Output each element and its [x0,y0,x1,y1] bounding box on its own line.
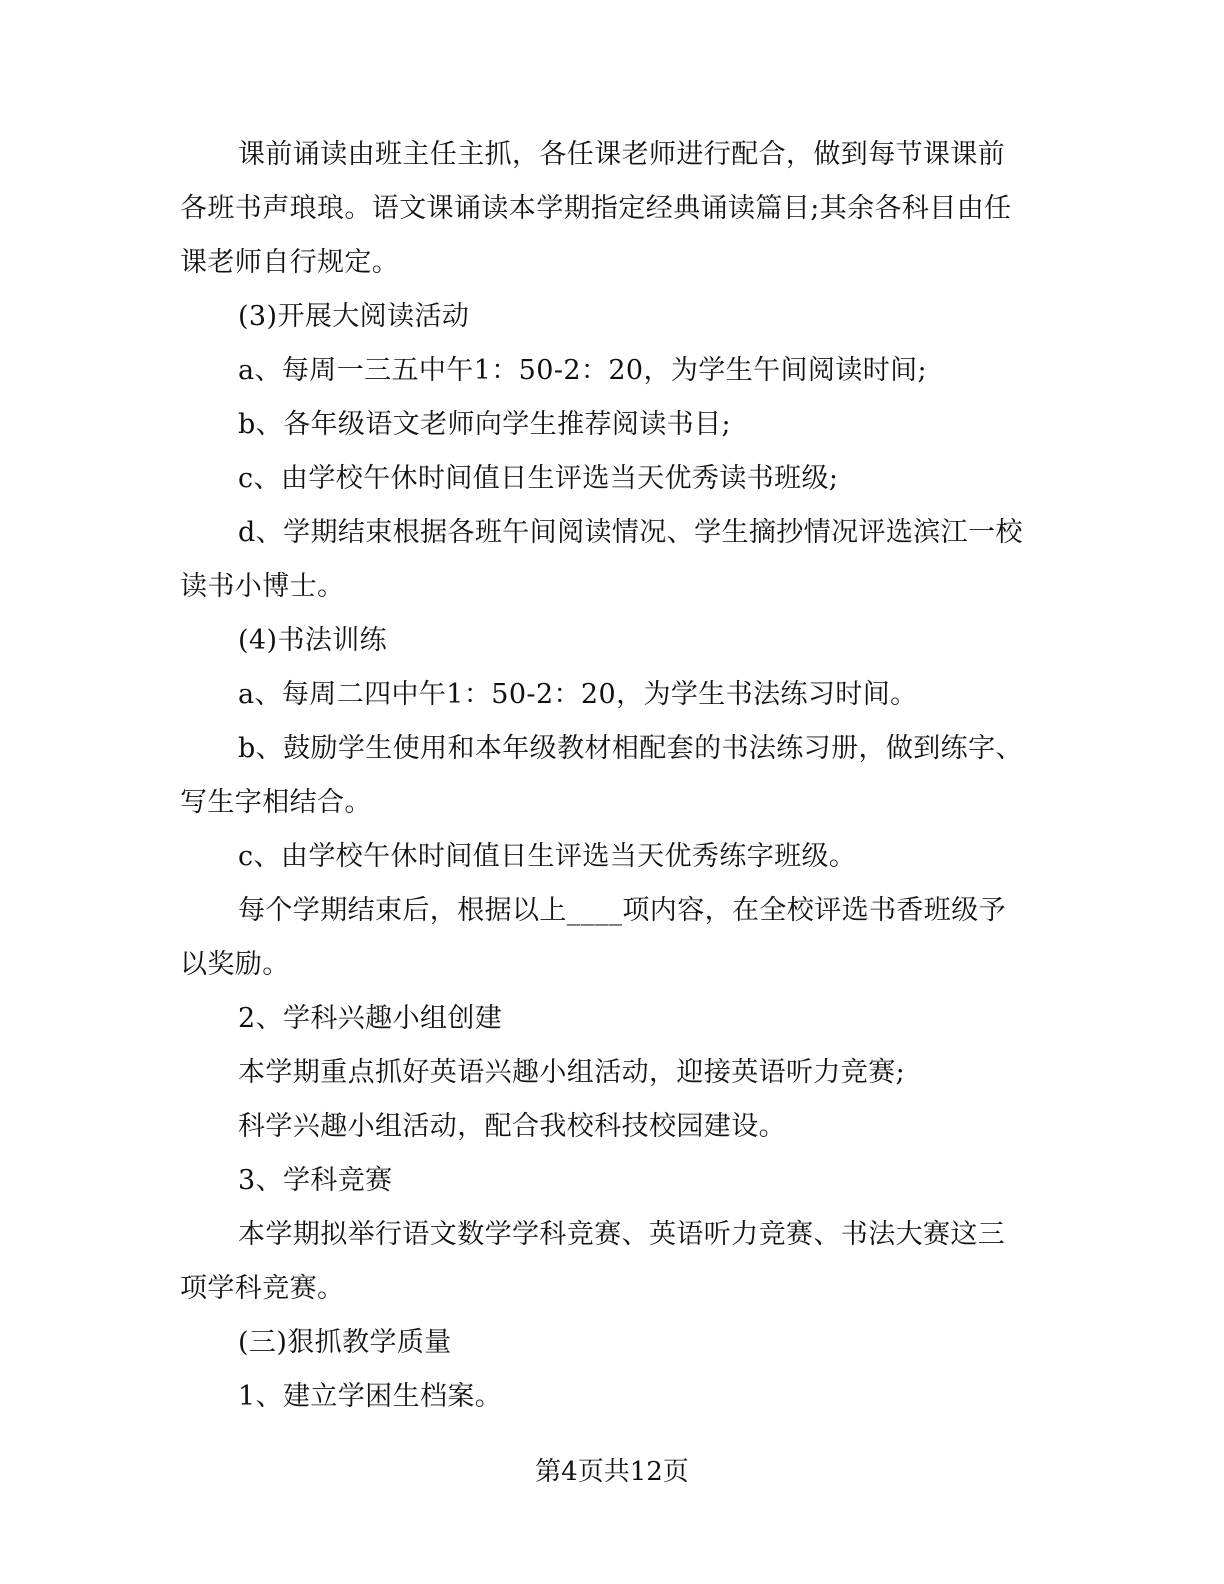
paragraph-calligraphy-c: c、由学校午休时间值日生评选当天优秀练字班级。 [238,841,857,872]
paragraph-english-group: 本学期重点抓好英语兴趣小组活动，迎接英语听力竞赛; [238,1057,906,1088]
paragraph-semester-award: 每个学期结束后，根据以上____项内容，在全校评选书香班级予以奖励。 [180,895,1006,980]
page-body [180,128,1030,1424]
heading-reading-activity: (3)开展大阅读活动 [238,301,470,332]
paragraph-reading-d: d、学期结束根据各班午间阅读情况、学生摘抄情况评选滨江一校读书小博士。 [180,517,1023,602]
paragraph-calligraphy-a: a、每周二四中午1：50-2：20，为学生书法练习时间。 [238,679,918,710]
paragraph-reading-c: c、由学校午休时间值日生评选当天优秀读书班级; [238,463,839,494]
page-number-footer: 第4页共12页 [535,1457,689,1487]
paragraph-calligraphy-b: b、鼓励学生使用和本年级教材相配套的书法练习册，做到练字、写生字相结合。 [180,733,1023,818]
paragraph-reading-a: a、每周一三五中午1：50-2：20，为学生午间阅读时间; [238,355,927,386]
heading-teaching-quality: (三)狠抓教学质量 [238,1327,452,1358]
paragraph-competitions: 本学期拟举行语文数学学科竞赛、英语听力竞赛、书法大赛这三项学科竞赛。 [180,1219,1006,1304]
paragraph-recitation: 课前诵读由班主任主抓，各任课老师进行配合，做到每节课课前各班书声琅琅。语文课诵读本学期指定经典诵读篇目;其余各科目由任课老师自行规定。 [180,139,1012,278]
paragraph-reading-b: b、各年级语文老师向学生推荐阅读书目; [238,409,731,440]
heading-calligraphy: (4)书法训练 [238,625,388,656]
paragraph-science-group: 科学兴趣小组活动，配合我校科技校园建设。 [238,1111,786,1142]
heading-interest-groups: 2、学科兴趣小组创建 [238,1003,503,1034]
paragraph-student-records: 1、建立学困生档案。 [238,1381,503,1412]
heading-competitions: 3、学科竞赛 [238,1165,393,1196]
